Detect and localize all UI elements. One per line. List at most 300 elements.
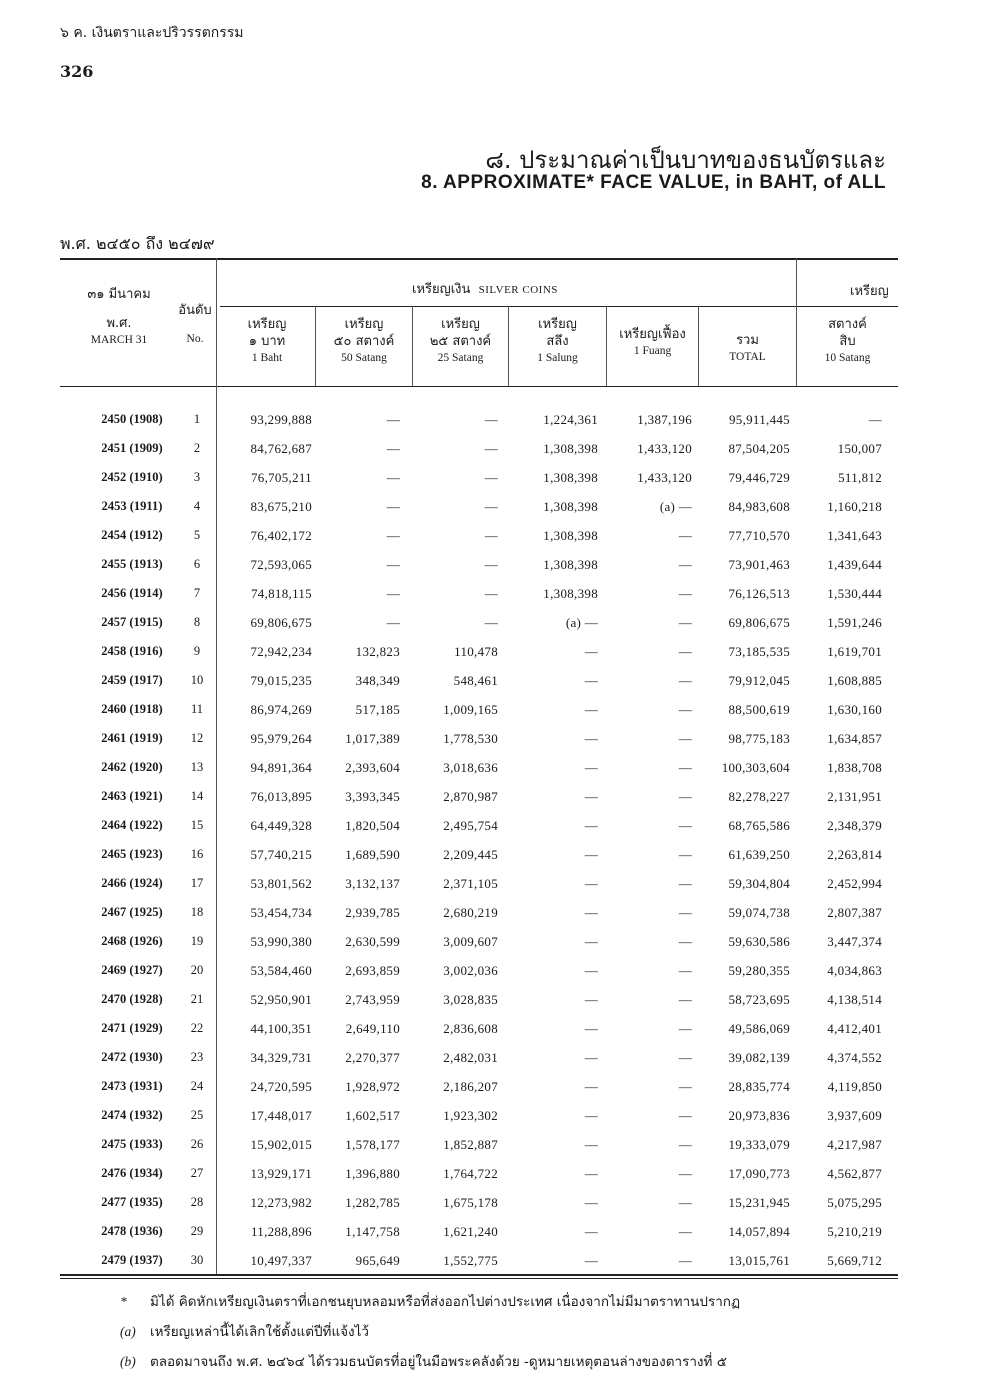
header-1-fuang-en: 1 Fuang — [633, 345, 672, 357]
cell-value: 1,578,177 — [345, 1137, 400, 1152]
cell-value: — — [678, 1021, 692, 1036]
cell-value: — — [584, 789, 598, 804]
cell-value: 1,308,398 — [543, 499, 598, 514]
cell-value: 69,806,675 — [728, 615, 790, 630]
table-row — [60, 406, 898, 435]
cell-value: — — [584, 934, 598, 949]
table-row — [60, 464, 898, 493]
header-date-english: MARCH 31 — [90, 334, 148, 346]
cell-value: — — [678, 1108, 692, 1123]
header-silver-coins-english: SILVER COINS — [478, 284, 558, 296]
cell-value: — — [678, 963, 692, 978]
cell-value: 1,630,160 — [827, 702, 882, 717]
cell-value: — — [386, 499, 400, 514]
row-year: 2456 (1914) — [101, 586, 163, 600]
cell-value: 2,371,105 — [443, 876, 498, 891]
cell-value: — — [386, 528, 400, 543]
cell-value: 1,433,120 — [637, 441, 692, 456]
cell-value: 28,835,774 — [728, 1079, 790, 1094]
cell-value: 3,937,609 — [827, 1108, 882, 1123]
table-row — [60, 522, 898, 551]
cell-value: 1,308,398 — [543, 557, 598, 572]
cell-value: — — [678, 1166, 692, 1181]
cell-value: 511,812 — [838, 470, 882, 485]
header-50-satang-th2: ๕๐ สตางค์ — [333, 334, 395, 349]
cell-value: 52,950,901 — [250, 992, 312, 1007]
cell-value: 79,912,045 — [728, 673, 790, 688]
table-row — [60, 986, 898, 1015]
title-english: 8. APPROXIMATE* FACE VALUE, in BAHT, of ALL — [421, 172, 886, 193]
footnote-b — [120, 1350, 727, 1372]
cell-value: 11,288,896 — [250, 1224, 312, 1239]
cell-value: — — [678, 702, 692, 717]
group-rule-silver — [220, 306, 800, 307]
row-year: 2463 (1921) — [101, 789, 163, 803]
cell-value: — — [678, 789, 692, 804]
row-number: 5 — [193, 528, 201, 542]
cell-value: 24,720,595 — [250, 1079, 312, 1094]
header-1-fuang — [607, 326, 698, 360]
cell-value: 1,396,880 — [345, 1166, 400, 1181]
row-year: 2472 (1930) — [101, 1050, 163, 1064]
cell-value: 1,308,398 — [543, 586, 598, 601]
cell-value: — — [678, 644, 692, 659]
cell-value: 3,028,835 — [443, 992, 498, 1007]
data-table — [60, 258, 898, 1280]
cell-value: — — [584, 731, 598, 746]
footnote-asterisk — [120, 1290, 740, 1312]
header-bottom-rule — [60, 386, 898, 387]
table-row — [60, 1015, 898, 1044]
header-date — [64, 286, 174, 349]
cell-value: — — [484, 557, 498, 572]
cell-value: 2,630,599 — [345, 934, 400, 949]
table-row — [60, 493, 898, 522]
cell-value: 1,341,643 — [827, 528, 882, 543]
cell-value: 83,675,210 — [250, 499, 312, 514]
period-label: พ.ศ. ๒๔๕๐ ถึง ๒๔๗๙ — [60, 234, 215, 253]
cell-value: 4,138,514 — [827, 992, 882, 1007]
cell-value: 53,801,562 — [250, 876, 312, 891]
cell-value: — — [584, 1108, 598, 1123]
cell-value: 2,482,031 — [443, 1050, 498, 1065]
row-number: 8 — [193, 615, 201, 629]
cell-value: 965,649 — [355, 1253, 400, 1268]
cell-value: — — [386, 470, 400, 485]
cell-value: 2,393,604 — [345, 760, 400, 775]
row-number: 1 — [193, 412, 201, 426]
header-10-satang-th2: สิบ — [839, 334, 856, 349]
row-number: 30 — [190, 1253, 204, 1267]
cell-value: 59,074,738 — [728, 905, 790, 920]
cell-value: — — [584, 1166, 598, 1181]
row-year: 2458 (1916) — [101, 644, 163, 658]
footnote-a — [120, 1320, 369, 1342]
header-no-thai: อันดับ — [178, 303, 212, 318]
cell-value: 3,447,374 — [827, 934, 882, 949]
cell-value: — — [386, 441, 400, 456]
row-year: 2467 (1925) — [101, 905, 163, 919]
row-year: 2469 (1927) — [101, 963, 163, 977]
row-year: 2462 (1920) — [101, 760, 163, 774]
header-silver-coins-thai: เหรียญเงิน — [412, 282, 471, 297]
cell-value: 1,282,785 — [345, 1195, 400, 1210]
cell-value: — — [484, 499, 498, 514]
table-row — [60, 1189, 898, 1218]
cell-value: 79,446,729 — [728, 470, 790, 485]
cell-value: 2,131,951 — [827, 789, 882, 804]
cell-value: 2,186,207 — [443, 1079, 498, 1094]
title-thai: ๘. ประมาณค่าเป็นบาทของธนบัตรและ — [485, 146, 886, 174]
header-10-satang-en: 10 Satang — [824, 352, 871, 364]
row-year: 2453 (1911) — [101, 499, 163, 513]
cell-value: — — [584, 1050, 598, 1065]
cell-value: 88,500,619 — [728, 702, 790, 717]
cell-value: — — [678, 876, 692, 891]
header-1-baht-en: 1 Baht — [251, 352, 283, 364]
row-year: 2465 (1923) — [101, 847, 163, 861]
header-1-fuang-th1: เหรียญเฟื้อง — [619, 327, 686, 342]
cell-value: 58,723,695 — [728, 992, 790, 1007]
cell-value: 1,778,530 — [443, 731, 498, 746]
cell-value: 53,584,460 — [250, 963, 312, 978]
table-row — [60, 1073, 898, 1102]
cell-value: 1,308,398 — [543, 528, 598, 543]
cell-value: 84,762,687 — [250, 441, 312, 456]
running-head: ๖ ค. เงินตราและปริวรรตกรรม — [60, 25, 244, 41]
cell-value: 1,160,218 — [827, 499, 882, 514]
cell-value: 5,669,712 — [827, 1253, 882, 1268]
cell-value: 3,002,036 — [443, 963, 498, 978]
table-row — [60, 928, 898, 957]
header-25-satang — [413, 316, 508, 367]
cell-value: — — [678, 818, 692, 833]
row-year: 2478 (1936) — [101, 1224, 163, 1238]
cell-value: 2,270,377 — [345, 1050, 400, 1065]
cell-value: — — [484, 615, 498, 630]
cell-value: 1,621,240 — [443, 1224, 498, 1239]
row-number: 3 — [193, 470, 201, 484]
table-row — [60, 1218, 898, 1247]
cell-value: — — [678, 992, 692, 1007]
cell-value: 76,126,513 — [728, 586, 790, 601]
cell-value: 53,454,734 — [250, 905, 312, 920]
row-year: 2454 (1912) — [101, 528, 163, 542]
cell-value: 76,013,895 — [250, 789, 312, 804]
cell-value: — — [584, 818, 598, 833]
row-year: 2451 (1909) — [101, 441, 163, 455]
cell-value: 76,402,172 — [250, 528, 312, 543]
row-year: 2461 (1919) — [101, 731, 163, 745]
row-year: 2457 (1915) — [101, 615, 163, 629]
cell-value: — — [584, 1195, 598, 1210]
row-year: 2464 (1922) — [101, 818, 163, 832]
group-rule-right — [800, 306, 898, 307]
cell-value: 3,132,137 — [345, 876, 400, 891]
cell-value: — — [678, 557, 692, 572]
cell-value: 5,075,295 — [827, 1195, 882, 1210]
footnote-mark: (b) — [120, 1354, 136, 1369]
table-row — [60, 1044, 898, 1073]
footnote-mark: * — [120, 1294, 127, 1309]
cell-value: 73,901,463 — [728, 557, 790, 572]
cell-value: — — [584, 702, 598, 717]
cell-value: 1,689,590 — [345, 847, 400, 862]
row-number: 24 — [190, 1079, 204, 1093]
footnote-text: ตลอดมาจนถึง พ.ศ. ๒๔๖๔ ได้รวมธนบัตรที่อยู่ในมือพระคลังด้วย -ดูหมายเหตุตอนล่างของตารางที่ ๕ — [150, 1354, 727, 1370]
header-date-thai: ๓๑ มีนาคม — [87, 287, 151, 302]
row-number: 4 — [193, 499, 201, 513]
table-row — [60, 696, 898, 725]
cell-value: 1,387,196 — [637, 412, 692, 427]
cell-value: 4,412,401 — [827, 1021, 882, 1036]
row-year: 2455 (1913) — [101, 557, 163, 571]
header-1-salung-th2: สลึง — [546, 334, 569, 349]
cell-value: 68,765,586 — [728, 818, 790, 833]
cell-value: — — [584, 760, 598, 775]
cell-value: 86,974,269 — [250, 702, 312, 717]
table-row — [60, 551, 898, 580]
header-1-salung-th1: เหรียญ — [538, 317, 577, 332]
table-row — [60, 609, 898, 638]
footnote-text: มิได้ คิดหักเหรียญเงินตราที่เอกชนยุบหลอมหรือที่ส่งออกไปต่างประเทศ เนื่องจากไม่มีมาตราทานปรากฏ — [150, 1294, 741, 1310]
table-row — [60, 725, 898, 754]
cell-value: 1,009,165 — [443, 702, 498, 717]
cell-value: — — [584, 876, 598, 891]
table-row — [60, 1131, 898, 1160]
cell-value: 3,018,636 — [443, 760, 498, 775]
row-number: 22 — [190, 1021, 204, 1035]
cell-value: 1,619,701 — [827, 644, 882, 659]
cell-value: 57,740,215 — [250, 847, 312, 862]
cell-value: 79,015,235 — [250, 673, 312, 688]
row-number: 21 — [190, 992, 204, 1006]
row-number: 17 — [190, 876, 204, 890]
table-row — [60, 667, 898, 696]
row-year: 2477 (1935) — [101, 1195, 163, 1209]
cell-value: 1,634,857 — [827, 731, 882, 746]
cell-value: — — [584, 992, 598, 1007]
header-10-satang-th1: สตางค์ — [828, 317, 867, 332]
row-year: 2468 (1926) — [101, 934, 163, 948]
row-number: 12 — [190, 731, 204, 745]
cell-value: 98,775,183 — [728, 731, 790, 746]
cell-value: 84,983,608 — [728, 499, 790, 514]
cell-value: 1,602,517 — [345, 1108, 400, 1123]
row-year: 2466 (1924) — [101, 876, 163, 890]
cell-value: 2,263,814 — [827, 847, 882, 862]
table-row — [60, 1102, 898, 1131]
table-bottom-rule-2 — [60, 1278, 898, 1279]
cell-value: 4,217,987 — [827, 1137, 882, 1152]
cell-value: 59,304,804 — [728, 876, 790, 891]
cell-value: 1,439,644 — [827, 557, 882, 572]
cell-value: 72,942,234 — [250, 644, 312, 659]
cell-value: — — [678, 615, 692, 630]
cell-value: 59,630,586 — [728, 934, 790, 949]
cell-value: 1,530,444 — [827, 586, 882, 601]
cell-value: 548,461 — [453, 673, 498, 688]
cell-value: — — [678, 760, 692, 775]
row-number: 25 — [190, 1108, 204, 1122]
cell-value: (a) — — [659, 499, 692, 514]
cell-value: 39,082,139 — [728, 1050, 790, 1065]
cell-value: 13,929,171 — [250, 1166, 312, 1181]
cell-value: — — [386, 615, 400, 630]
row-year: 2473 (1931) — [101, 1079, 163, 1093]
cell-value: 34,329,731 — [250, 1050, 312, 1065]
cell-value: 1,224,361 — [543, 412, 598, 427]
cell-value: 2,693,859 — [345, 963, 400, 978]
cell-value: 76,705,211 — [250, 470, 312, 485]
cell-value: — — [484, 441, 498, 456]
header-total-en: TOTAL — [729, 351, 766, 363]
cell-value: 72,593,065 — [250, 557, 312, 572]
cell-value: 5,210,219 — [827, 1224, 882, 1239]
cell-value: 53,990,380 — [250, 934, 312, 949]
cell-value: 2,348,379 — [827, 818, 882, 833]
header-right-group: เหรียญ — [850, 284, 889, 299]
cell-value: 4,119,850 — [827, 1079, 882, 1094]
cell-value: — — [678, 1195, 692, 1210]
cell-value: 2,743,959 — [345, 992, 400, 1007]
cell-value: 100,303,604 — [721, 760, 790, 775]
cell-value: — — [584, 1253, 598, 1268]
header-25-satang-th1: เหรียญ — [441, 317, 480, 332]
cell-value: 4,374,552 — [827, 1050, 882, 1065]
row-number: 20 — [190, 963, 204, 977]
cell-value: 74,818,115 — [250, 586, 312, 601]
cell-value: 1,764,722 — [443, 1166, 498, 1181]
row-number: 19 — [190, 934, 204, 948]
table-row — [60, 957, 898, 986]
cell-value: 15,902,015 — [250, 1137, 312, 1152]
cell-value: 2,807,387 — [827, 905, 882, 920]
table-row — [60, 870, 898, 899]
cell-value: — — [678, 528, 692, 543]
cell-value: 3,393,345 — [345, 789, 400, 804]
cell-value: — — [386, 557, 400, 572]
cell-value: 132,823 — [355, 644, 400, 659]
cell-value: — — [868, 412, 882, 427]
cell-value: 2,452,994 — [827, 876, 882, 891]
row-number: 15 — [190, 818, 204, 832]
header-1-salung — [509, 316, 606, 367]
cell-value: — — [678, 934, 692, 949]
cell-value: 59,280,355 — [728, 963, 790, 978]
cell-value: — — [678, 1137, 692, 1152]
footnote-text: เหรียญเหล่านี้ได้เลิกใช้ตั้งแต่ปีที่แจ้งไว้ — [150, 1324, 370, 1340]
header-50-satang — [316, 316, 412, 367]
cell-value: 87,504,205 — [728, 441, 790, 456]
cell-value: 1,552,775 — [443, 1253, 498, 1268]
cell-value: 1,838,708 — [827, 760, 882, 775]
cell-value: 2,939,785 — [345, 905, 400, 920]
cell-value: 82,278,227 — [728, 789, 790, 804]
cell-value: 69,806,675 — [250, 615, 312, 630]
cell-value: — — [678, 1050, 692, 1065]
cell-value: 12,273,982 — [250, 1195, 312, 1210]
row-number: 13 — [190, 760, 204, 774]
cell-value: 49,586,069 — [728, 1021, 790, 1036]
row-number: 27 — [190, 1166, 204, 1180]
row-number: 6 — [193, 557, 201, 571]
cell-value: 348,349 — [355, 673, 400, 688]
cell-value: 2,836,608 — [443, 1021, 498, 1036]
row-year: 2459 (1917) — [101, 673, 163, 687]
cell-value: 14,057,894 — [728, 1224, 790, 1239]
cell-value: 1,591,246 — [827, 615, 882, 630]
cell-value: — — [584, 1224, 598, 1239]
header-25-satang-en: 25 Satang — [437, 352, 484, 364]
cell-value: 1,928,972 — [345, 1079, 400, 1094]
cell-value: — — [584, 963, 598, 978]
cell-value: 19,333,079 — [728, 1137, 790, 1152]
cell-value: 2,495,754 — [443, 818, 498, 833]
table-row — [60, 435, 898, 464]
header-1-salung-en: 1 Salung — [537, 352, 578, 364]
cell-value: 1,017,389 — [345, 731, 400, 746]
cell-value: 1,147,758 — [345, 1224, 400, 1239]
cell-value: 94,891,364 — [250, 760, 312, 775]
cell-value: 110,478 — [454, 644, 498, 659]
table-row — [60, 841, 898, 870]
header-1-baht — [220, 316, 314, 367]
row-year: 2479 (1937) — [101, 1253, 163, 1267]
header-50-satang-en: 50 Satang — [341, 352, 387, 364]
cell-value: — — [484, 528, 498, 543]
cell-value: 2,649,110 — [345, 1021, 400, 1036]
cell-value: — — [678, 1079, 692, 1094]
row-year: 2474 (1932) — [101, 1108, 163, 1122]
cell-value: 73,185,535 — [728, 644, 790, 659]
row-number: 26 — [190, 1137, 204, 1151]
cell-value: 61,639,250 — [728, 847, 790, 862]
table-row — [60, 1247, 898, 1276]
cell-value: 1,852,887 — [443, 1137, 498, 1152]
cell-value: 17,448,017 — [250, 1108, 312, 1123]
row-number: 14 — [190, 789, 204, 803]
row-number: 28 — [190, 1195, 204, 1209]
cell-value: — — [584, 1079, 598, 1094]
cell-value: 93,299,888 — [250, 412, 312, 427]
row-year: 2450 (1908) — [101, 412, 163, 426]
cell-value: — — [584, 1137, 598, 1152]
page-number: 326 — [60, 62, 94, 81]
cell-value: — — [584, 644, 598, 659]
cell-value: — — [678, 1253, 692, 1268]
cell-value: 17,090,773 — [728, 1166, 790, 1181]
cell-value: — — [678, 673, 692, 688]
cell-value: 1,608,885 — [827, 673, 882, 688]
cell-value: 44,100,351 — [250, 1021, 312, 1036]
cell-value: 2,209,445 — [443, 847, 498, 862]
cell-value: — — [678, 586, 692, 601]
row-number: 23 — [190, 1050, 204, 1064]
cell-value: — — [584, 673, 598, 688]
row-number: 7 — [193, 586, 201, 600]
row-year: 2470 (1928) — [101, 992, 163, 1006]
cell-value: 1,308,398 — [543, 441, 598, 456]
cell-value: 77,710,570 — [728, 528, 790, 543]
table-row — [60, 1160, 898, 1189]
table-top-rule — [60, 258, 898, 260]
row-number: 9 — [193, 644, 201, 658]
cell-value: — — [386, 412, 400, 427]
row-number: 29 — [190, 1224, 204, 1238]
cell-value: — — [584, 1021, 598, 1036]
cell-value: 64,449,328 — [250, 818, 312, 833]
